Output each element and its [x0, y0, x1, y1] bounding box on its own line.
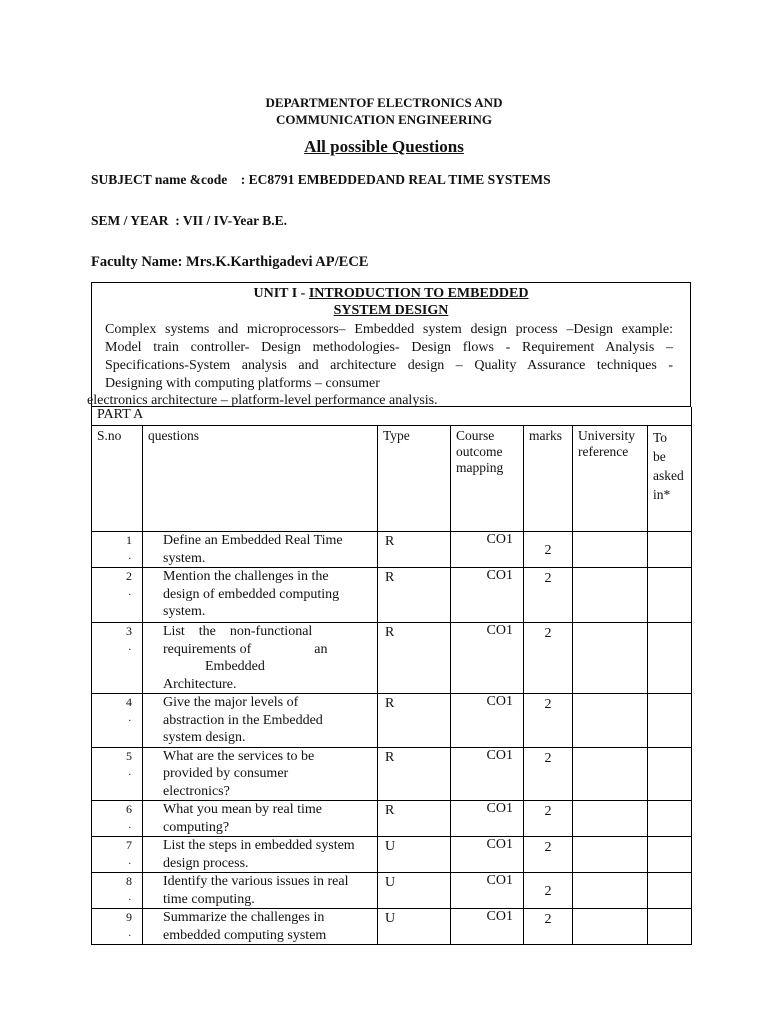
- question-line: Give the major levels of: [163, 695, 299, 710]
- row-marks: 2: [524, 747, 573, 801]
- questions-table: [91, 407, 692, 945]
- row-type: R: [378, 801, 451, 837]
- unit-header-box: [87, 282, 691, 408]
- row-marks: 2: [524, 568, 573, 623]
- question-line: abstraction in the Embedded: [163, 712, 323, 728]
- header-asked-line: be: [653, 449, 666, 464]
- row-type: U: [378, 909, 451, 945]
- row-sno-dot: .: [128, 642, 131, 653]
- question-line: system.: [163, 550, 206, 566]
- question-line: Embedded: [163, 659, 265, 674]
- row-sno: [92, 837, 143, 873]
- row-question: [143, 568, 378, 623]
- row-university-reference: [573, 623, 648, 694]
- row-to-be-asked: [648, 873, 692, 909]
- row-sno: [92, 909, 143, 945]
- page-title: All possible Questions: [304, 137, 464, 156]
- row-type: U: [378, 873, 451, 909]
- row-university-reference: [573, 837, 648, 873]
- row-question: [143, 801, 378, 837]
- header-univ-line: University: [578, 428, 635, 443]
- row-sno-number: 7: [126, 838, 132, 852]
- row-sno-dot: .: [128, 892, 131, 903]
- question-line: What you mean by real time: [163, 802, 322, 817]
- row-type: R: [378, 694, 451, 748]
- table-row: [92, 747, 692, 801]
- row-question: [143, 747, 378, 801]
- row-type: U: [378, 837, 451, 873]
- row-question: [143, 623, 378, 694]
- row-to-be-asked: [648, 801, 692, 837]
- row-sno-number: 3: [126, 624, 132, 638]
- row-sno: [92, 623, 143, 694]
- row-course-outcome: CO1: [451, 568, 524, 623]
- row-to-be-asked: [648, 532, 692, 568]
- row-university-reference: [573, 694, 648, 748]
- header-asked-line: in*: [653, 487, 671, 502]
- question-line: time computing.: [163, 891, 255, 907]
- question-line: system design.: [163, 730, 246, 745]
- question-line: Define an Embedded Real Time: [163, 533, 343, 548]
- department-line-2: COMMUNICATION ENGINEERING: [275, 112, 493, 127]
- row-university-reference: [573, 747, 648, 801]
- question-line: system.: [163, 604, 206, 619]
- row-course-outcome: CO1: [451, 837, 524, 873]
- row-sno-dot: .: [128, 587, 131, 598]
- row-course-outcome: CO1: [451, 873, 524, 909]
- header-marks: marks: [524, 426, 573, 532]
- row-to-be-asked: [648, 909, 692, 945]
- row-course-outcome: CO1: [451, 694, 524, 748]
- table-row: [92, 837, 692, 873]
- row-course-outcome: CO1: [451, 747, 524, 801]
- row-sno-number: 9: [126, 910, 132, 924]
- row-sno-dot: .: [128, 713, 131, 724]
- row-question: [143, 873, 378, 909]
- row-type: R: [378, 568, 451, 623]
- header-course-outcome: [451, 426, 524, 532]
- row-sno-dot: .: [128, 856, 131, 867]
- row-marks: 2: [524, 873, 573, 909]
- header-sno: S.no: [92, 426, 143, 532]
- row-to-be-asked: [648, 623, 692, 694]
- faculty-info: Faculty Name: Mrs.K.Karthigadevi AP/ECE: [91, 254, 369, 270]
- table-row: [92, 623, 692, 694]
- question-line: electronics?: [163, 783, 230, 799]
- row-marks: 2: [524, 909, 573, 945]
- row-university-reference: [573, 909, 648, 945]
- row-university-reference: [573, 801, 648, 837]
- unit-title: [92, 285, 690, 302]
- row-type: R: [378, 623, 451, 694]
- row-university-reference: [573, 873, 648, 909]
- row-course-outcome: CO1: [451, 532, 524, 568]
- row-sno-number: 1: [126, 533, 132, 547]
- unit-title-prefix: UNIT I -: [253, 286, 309, 301]
- header-type: Type: [378, 426, 451, 532]
- row-course-outcome: CO1: [451, 623, 524, 694]
- row-to-be-asked: [648, 568, 692, 623]
- row-to-be-asked: [648, 694, 692, 748]
- row-marks: 2: [524, 694, 573, 748]
- syllabus-line: Complex systems and microprocessors– Embedded system design process –Design example:: [105, 322, 673, 337]
- row-to-be-asked: [648, 837, 692, 873]
- question-line: Architecture.: [163, 676, 237, 692]
- row-sno-dot: .: [128, 551, 131, 562]
- header-asked-line: To: [653, 430, 668, 445]
- syllabus-line: Specifications-System analysis and architecture design – Quality Assurance techniques -: [105, 358, 673, 373]
- row-sno-number: 5: [126, 748, 132, 763]
- row-sno: [92, 873, 143, 909]
- row-university-reference: [573, 532, 648, 568]
- row-course-outcome: CO1: [451, 909, 524, 945]
- header-univ-line: reference: [578, 444, 629, 459]
- question-line: provided by consumer: [163, 766, 289, 781]
- row-sno: [92, 568, 143, 623]
- row-sno-dot: .: [128, 928, 131, 939]
- syllabus-line: Designing with computing platforms – consumer: [105, 376, 380, 391]
- question-line: What are the services to be: [163, 748, 315, 764]
- header-co-line: mapping: [456, 460, 504, 475]
- row-sno-number: 4: [126, 695, 132, 709]
- table-row: [92, 532, 692, 568]
- question-line: computing?: [163, 819, 230, 835]
- row-sno: [92, 694, 143, 748]
- row-question: [143, 694, 378, 748]
- header-questions: questions: [143, 426, 378, 532]
- row-question: [143, 909, 378, 945]
- part-label: PART A: [92, 407, 692, 426]
- table-row: [92, 873, 692, 909]
- subject-info: SUBJECT name &code : EC8791 EMBEDDEDAND REAL TIME SYSTEMS: [91, 172, 551, 187]
- header-university-reference: [573, 426, 648, 532]
- header-asked-line: asked: [653, 468, 684, 483]
- question-line: design of embedded computing: [163, 586, 340, 602]
- header-co-line: outcome: [456, 444, 503, 459]
- table-row: [92, 568, 692, 623]
- row-marks: 2: [524, 837, 573, 873]
- row-sno: [92, 801, 143, 837]
- header-co-line: Course: [456, 428, 495, 443]
- syllabus-line: electronics architecture – platform-level performance analysis.: [87, 393, 438, 408]
- header-to-be-asked: [648, 426, 692, 532]
- row-sno-dot: .: [128, 766, 131, 778]
- row-marks: 2: [524, 801, 573, 837]
- unit-title-underlined: INTRODUCTION TO EMBEDDED: [308, 286, 529, 301]
- row-sno-number: 8: [126, 874, 132, 888]
- row-question: [143, 532, 378, 568]
- table-row: [92, 909, 692, 945]
- row-type: R: [378, 532, 451, 568]
- row-marks: 2: [524, 532, 573, 568]
- row-sno-number: 6: [126, 802, 132, 816]
- row-sno-number: 2: [126, 569, 132, 583]
- question-line: Identify the various issues in real: [163, 874, 349, 889]
- row-course-outcome: CO1: [451, 801, 524, 837]
- table-row: [92, 694, 692, 748]
- row-type: R: [378, 747, 451, 801]
- question-line: List the non-functional: [163, 624, 313, 639]
- department-line-1: DEPARTMENTOF ELECTRONICS AND: [265, 95, 503, 110]
- table-row: [92, 801, 692, 837]
- syllabus-line: Model train controller- Design methodologies- Design flows - Requirement Analysis –: [105, 340, 673, 355]
- question-line: embedded computing system: [163, 927, 327, 943]
- sem-year-info: SEM / YEAR : VII / IV-Year B.E.: [91, 213, 288, 228]
- row-question: [143, 837, 378, 873]
- unit-title-line-2: SYSTEM DESIGN: [333, 303, 449, 318]
- question-line: Summarize the challenges in: [163, 910, 325, 925]
- question-line: requirements of an: [163, 641, 328, 657]
- question-line: Mention the challenges in the: [163, 569, 329, 584]
- row-sno-dot: .: [128, 820, 131, 831]
- row-sno: [92, 747, 143, 801]
- row-sno: [92, 532, 143, 568]
- question-line: List the steps in embedded system: [163, 838, 355, 853]
- row-marks: 2: [524, 623, 573, 694]
- row-to-be-asked: [648, 747, 692, 801]
- row-university-reference: [573, 568, 648, 623]
- question-line: design process.: [163, 855, 249, 871]
